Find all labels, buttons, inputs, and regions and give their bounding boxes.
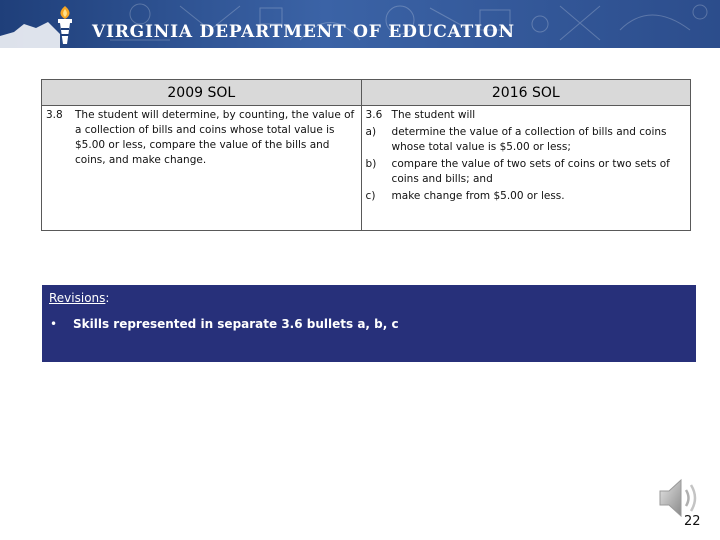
cell-2016-standard bbox=[361, 106, 690, 231]
revisions-box bbox=[42, 285, 696, 362]
column-header-2009: 2009 SOL bbox=[42, 80, 362, 106]
standard-text-2009: The student will determine, by counting, the value of a collection of bills and coins whose total value is $5.00 or less, compare the value of the bills and coins, and make change. bbox=[75, 109, 355, 166]
revisions-heading-text: Revisions bbox=[49, 291, 106, 305]
cell-2009-standard bbox=[42, 106, 362, 231]
standard-item bbox=[366, 157, 686, 187]
header-banner bbox=[0, 0, 720, 48]
item-label: b) bbox=[365, 158, 377, 170]
item-text: make change from $5.00 or less. bbox=[391, 190, 565, 202]
standard-item bbox=[366, 125, 686, 155]
standard-intro-2016: The student will bbox=[391, 109, 476, 121]
standard-number-2016: 3.6 bbox=[365, 109, 383, 121]
revision-item: Skills represented in separate 3.6 bullets a, b, c bbox=[73, 317, 399, 331]
torch-icon bbox=[52, 4, 78, 46]
item-text: determine the value of a collection of bills and coins whose total value is $5.00 or less; bbox=[391, 126, 667, 153]
sol-comparison-table bbox=[41, 79, 691, 231]
item-label: c) bbox=[365, 190, 376, 202]
revisions-heading-colon: : bbox=[105, 291, 110, 305]
bullet-icon: • bbox=[50, 317, 58, 331]
item-text: compare the value of two sets of coins or two sets of coins and bills; and bbox=[391, 158, 670, 185]
revisions-heading bbox=[49, 290, 109, 306]
state-outline-icon bbox=[0, 14, 60, 48]
page-number: 22 bbox=[684, 514, 701, 529]
standard-item bbox=[366, 189, 686, 204]
item-label: a) bbox=[365, 126, 377, 138]
standard-number-2009: 3.8 bbox=[46, 109, 63, 121]
column-header-2016: 2016 SOL bbox=[361, 80, 690, 106]
header-title: VIRGINIA DEPARTMENT OF EDUCATION bbox=[92, 22, 515, 42]
